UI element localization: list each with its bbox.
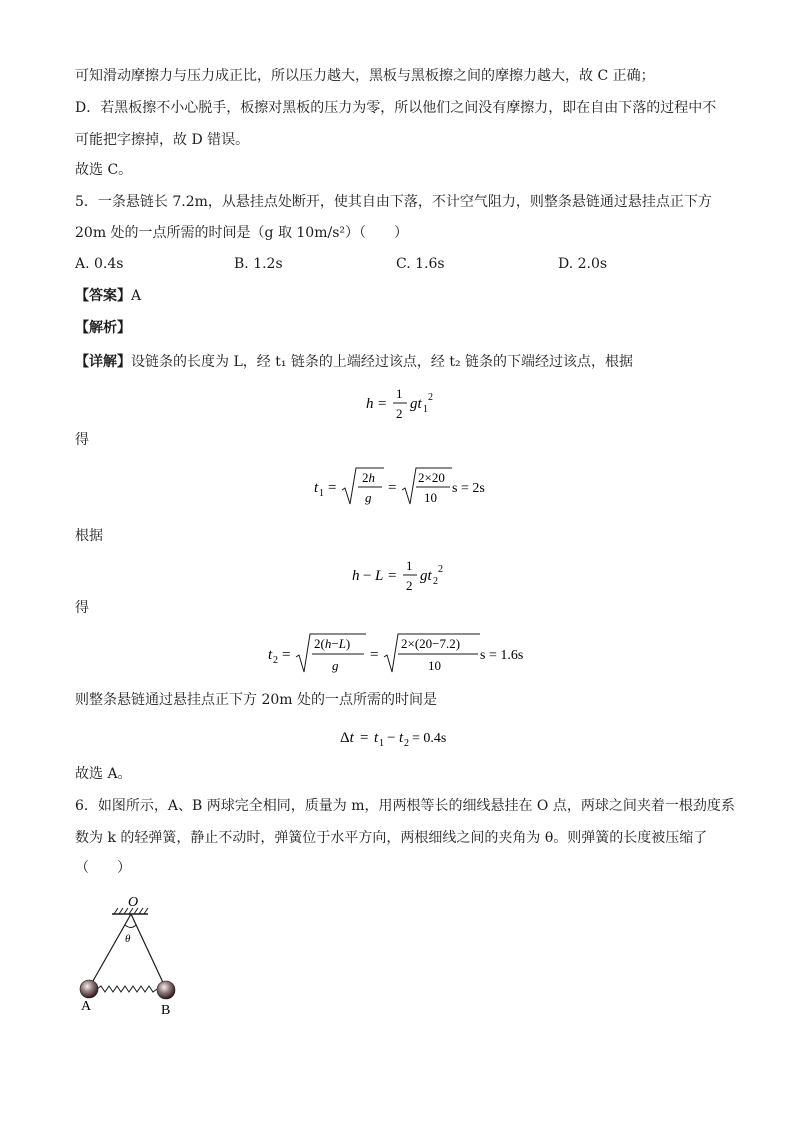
svg-text:1: 1 <box>423 404 428 415</box>
result-2: s = 1.6s <box>480 648 524 663</box>
svg-text:t: t <box>268 647 273 663</box>
svg-text:=: = <box>328 480 337 496</box>
text-line-2: D．若黑板擦不小心脱手，板擦对黑板的压力为零，所以他们之间没有摩擦力，即在自由下落的过程中不 <box>75 100 717 116</box>
svg-text:=: = <box>360 730 369 746</box>
equation-2 <box>312 462 492 510</box>
svg-text:=: = <box>378 396 387 412</box>
result-1: s = 2s <box>452 481 485 496</box>
label-a: A <box>81 999 92 1014</box>
q6-text-1: 6．如图所示，A、B 两球完全相同，质量为 m，用两根等长的细线悬挂在 O 点，两球之间夹着一根劲度系 <box>75 798 735 814</box>
svg-text:=: = <box>370 647 379 663</box>
svg-text:1: 1 <box>319 488 324 499</box>
label-b: B <box>161 1003 171 1018</box>
svg-text:2: 2 <box>406 578 413 593</box>
svg-text:2×(20−7.2): 2×(20−7.2) <box>401 636 461 651</box>
spring <box>97 986 157 992</box>
option-b: B. 1.2s <box>234 256 283 272</box>
svg-text:t: t <box>314 480 319 496</box>
svg-text:Δt: Δt <box>340 730 354 746</box>
text-line-4: 故选 C。 <box>75 162 133 178</box>
svg-text:10: 10 <box>424 490 437 505</box>
option-d: D. 2.0s <box>558 256 608 272</box>
svg-text:2: 2 <box>433 576 438 587</box>
ball-b <box>157 981 175 999</box>
answer-tag: 【答案】 <box>75 288 131 304</box>
answer-line <box>75 286 141 306</box>
equation-3 <box>350 552 470 600</box>
svg-text:1: 1 <box>379 738 384 749</box>
choose-a: 故选 A。 <box>75 766 132 782</box>
equation-1 <box>350 380 450 428</box>
option-c: C. 1.6s <box>396 256 445 272</box>
label-o: O <box>128 895 139 910</box>
text-line-1: 可知滑动摩擦力与压力成正比，所以压力越大，黑板与黑板擦之间的摩擦力越大，故 C 正确； <box>75 68 655 84</box>
svg-text:2: 2 <box>273 655 278 666</box>
svg-text:gt: gt <box>420 568 432 584</box>
svg-text:g: g <box>332 658 339 673</box>
q5-text-1: 5．一条悬链长 7.2m，从悬挂点处断开，使其自由下落，不计空气阻力，则整条悬链通过悬挂点正下方 <box>75 194 712 210</box>
svg-text:=: = <box>388 568 397 584</box>
svg-text:t: t <box>374 730 379 746</box>
svg-text:10: 10 <box>428 658 441 673</box>
svg-text:1: 1 <box>396 386 403 401</box>
ball-a <box>80 980 98 998</box>
svg-text:2(h−L): 2(h−L) <box>314 636 351 651</box>
answer-value: A <box>131 288 142 304</box>
delta-result: = 0.4s <box>412 731 447 746</box>
equation-5 <box>338 722 478 752</box>
svg-text:1: 1 <box>406 558 413 573</box>
svg-text:2: 2 <box>438 564 443 575</box>
q6-text-3: （ ） <box>75 860 131 876</box>
q6-figure <box>70 890 200 1020</box>
label-theta: θ <box>125 933 131 945</box>
svg-text:h: h <box>366 396 374 412</box>
conclusion: 则整条悬链通过悬挂点正下方 20m 处的一点所需的时间是 <box>75 692 437 708</box>
equation-4 <box>266 628 536 678</box>
svg-text:2h: 2h <box>362 470 375 485</box>
text-line-3: 可能把字擦掉，故 D 错误。 <box>75 132 250 148</box>
svg-text:=: = <box>282 647 291 663</box>
svg-text:L: L <box>375 568 384 584</box>
svg-text:2: 2 <box>428 392 433 403</box>
svg-text:2: 2 <box>396 406 403 421</box>
detail-text: 设链条的长度为 L，经 t₁ 链条的上端经过该点，经 t₂ 链条的下端经过该点，根据 <box>131 354 634 370</box>
detail-line <box>75 352 633 372</box>
de-1: 得 <box>75 432 89 448</box>
de-2: 得 <box>75 600 89 616</box>
svg-text:−: − <box>363 568 372 584</box>
svg-text:h: h <box>352 568 360 584</box>
genju: 根据 <box>75 528 103 544</box>
option-a: A. 0.4s <box>75 256 124 272</box>
q6-text-2: 数为 k 的轻弹簧，静止不动时，弹簧位于水平方向，两根细线之间的夹角为 θ。则弹簧的长度被压缩了 <box>75 830 708 846</box>
svg-text:t: t <box>399 730 404 746</box>
svg-text:=: = <box>388 480 397 496</box>
svg-text:−: − <box>387 730 396 746</box>
detail-tag: 【详解】 <box>75 354 131 370</box>
svg-text:g: g <box>365 490 372 505</box>
svg-text:2×20: 2×20 <box>418 470 445 485</box>
analysis-tag: 【解析】 <box>75 320 131 336</box>
svg-text:gt: gt <box>410 396 422 412</box>
svg-text:2: 2 <box>404 738 409 749</box>
q5-text-2: 20m 处的一点所需的时间是（g 取 10m/s²）（ ） <box>75 225 409 241</box>
